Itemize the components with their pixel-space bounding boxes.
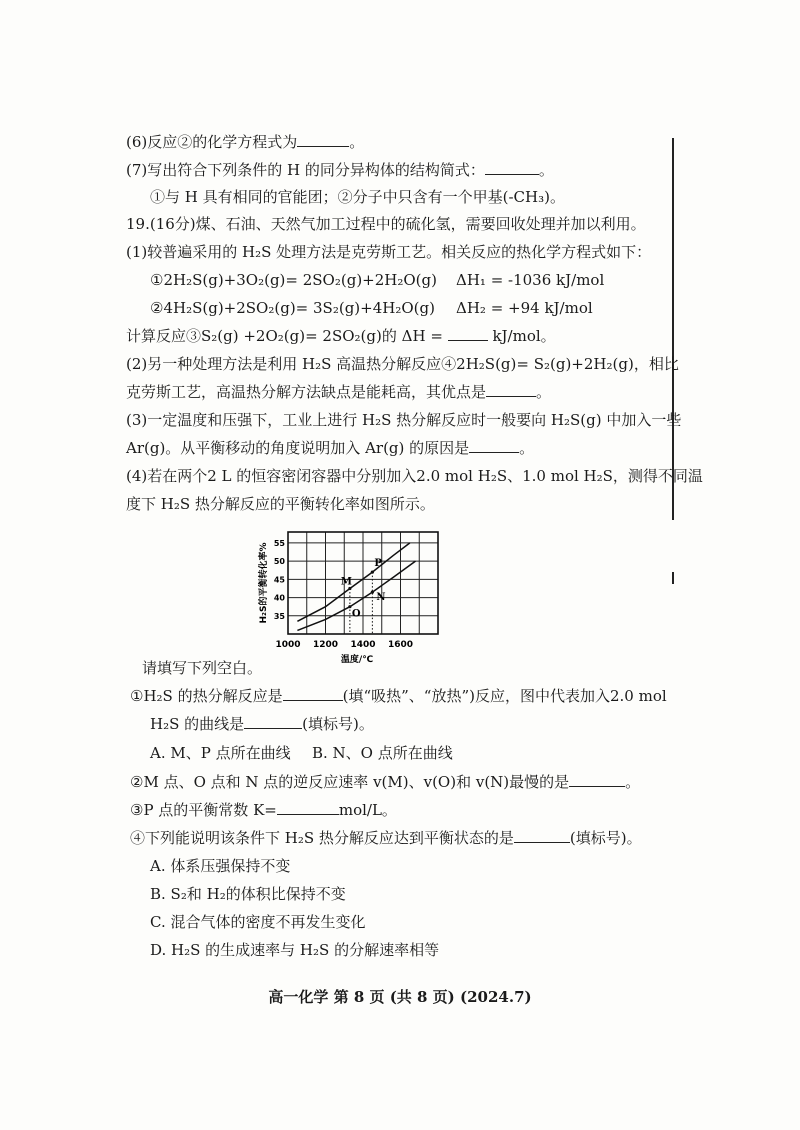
option-b: B. S₂和 H₂的体积比保持不变: [150, 885, 346, 903]
q18-line7: (7)写出符合下列条件的 H 的同分异构体的结构简式： 。: [126, 161, 554, 179]
delta-h-2: ΔH₂ = +94 kJ/mol: [456, 299, 593, 317]
page-footer: 高一化学 第 8 页 (共 8 页) (2024.7): [268, 988, 532, 1006]
answer-blank[interactable]: [448, 326, 488, 341]
q19-part4b: 度下 H₂S 热分解反应的平衡转化率如图所示。: [126, 495, 435, 513]
margin-rule: [672, 138, 674, 520]
answer-blank[interactable]: [486, 382, 536, 397]
point-label-N: N: [376, 592, 386, 604]
fill-instruction: 请填写下列空白。: [142, 659, 263, 677]
conversion-chart: [256, 524, 446, 664]
x-tick-label: 1000: [275, 640, 301, 650]
margin-tick: [672, 572, 674, 584]
q19-part2b: 克劳斯工艺，高温热分解方法缺点是能耗高，其优点是 。: [126, 383, 552, 401]
y-tick-label: 35: [273, 611, 285, 621]
equation-1: ①2H₂S(g)+3O₂(g)= 2SO₂(g)+2H₂O(g): [150, 271, 437, 289]
q19-part3b: Ar(g)。从平衡移动的角度说明加入 Ar(g) 的原因是 。: [126, 439, 535, 457]
q19-intro: 19.(16分)煤、石油、天然气加工过程中的硫化氢，需要回收处理并加以利用。: [126, 215, 646, 233]
answer-blank[interactable]: [277, 800, 339, 815]
sub-question-1: ①H₂S 的热分解反应是 (填“吸热”、“放热”)反应，图中代表加入2.0 mol: [130, 687, 667, 705]
q19-part4a: (4)若在两个2 L 的恒容密闭容器中分别加入2.0 mol H₂S、1.0 mol H₂S，测得不同温: [126, 467, 703, 485]
answer-blank[interactable]: [283, 686, 343, 701]
x-tick-label: 1600: [387, 640, 414, 650]
option-a-curve: A. M、P 点所在曲线: [150, 744, 291, 762]
option-a: A. 体系压强保持不变: [150, 857, 291, 875]
x-tick-label: 1400: [350, 640, 376, 650]
x-axis-label: 温度/℃: [340, 655, 374, 664]
calc-line: 计算反应③S₂(g) +2O₂(g)= 2SO₂(g)的 ΔH = kJ/mol。: [126, 327, 556, 345]
answer-blank[interactable]: [485, 160, 539, 175]
y-tick-label: 55: [273, 538, 285, 548]
point-P: [371, 570, 374, 573]
point-label-P: P: [374, 558, 382, 570]
answer-blank[interactable]: [469, 438, 519, 453]
point-N: [371, 591, 374, 594]
q19-part2a: (2)另一种处理方法是利用 H₂S 高温热分解反应④2H₂S(g)= S₂(g)+2H₂(g)，相比: [126, 355, 679, 373]
equation-2: ②4H₂S(g)+2SO₂(g)= 3S₂(g)+4H₂O(g): [150, 299, 435, 317]
y-tick-label: 50: [273, 557, 285, 567]
answer-blank[interactable]: [244, 714, 302, 729]
sub-question-1b: H₂S 的曲线是 (填标号)。: [150, 715, 374, 733]
delta-h-1: ΔH₁ = -1036 kJ/mol: [456, 271, 605, 289]
answer-blank[interactable]: [569, 772, 625, 787]
option-c: C. 混合气体的密度不再发生变化: [150, 913, 366, 931]
series-line-2: [297, 561, 415, 630]
y-tick-label: 45: [273, 575, 285, 585]
sub-question-4: ④下列能说明该条件下 H₂S 热分解反应达到平衡状态的是 (填标号)。: [130, 829, 642, 847]
y-axis-label: H₂S的平衡转化率%: [259, 542, 269, 624]
answer-blank[interactable]: [514, 828, 570, 843]
q19-part3a: (3)一定温度和压强下，工业上进行 H₂S 热分解反应时一般要向 H₂S(g) 中加入一些: [126, 411, 682, 429]
sub-question-3: ③P 点的平衡常数 K= mol/L。: [130, 801, 397, 819]
x-tick-label: 1200: [312, 640, 339, 650]
answer-blank[interactable]: [297, 132, 349, 147]
point-label-M: M: [340, 576, 352, 588]
point-label-O: O: [351, 608, 361, 620]
q18-line6: (6)反应②的化学方程式为 。: [126, 133, 365, 151]
y-tick-label: 40: [273, 593, 285, 603]
sub-question-2: ②M 点、O 点和 N 点的逆反应速率 v(M)、v(O)和 v(N)最慢的是 。: [130, 773, 641, 791]
q18-conditions: ①与 H 具有相同的官能团；②分子中只含有一个甲基(-CH₃)。: [150, 188, 565, 206]
option-b-curve: B. N、O 点所在曲线: [312, 744, 453, 762]
option-d: D. H₂S 的生成速率与 H₂S 的分解速率相等: [150, 941, 440, 959]
q19-part1: (1)较普遍采用的 H₂S 处理方法是克劳斯工艺。相关反应的热化学方程式如下：: [126, 243, 652, 261]
